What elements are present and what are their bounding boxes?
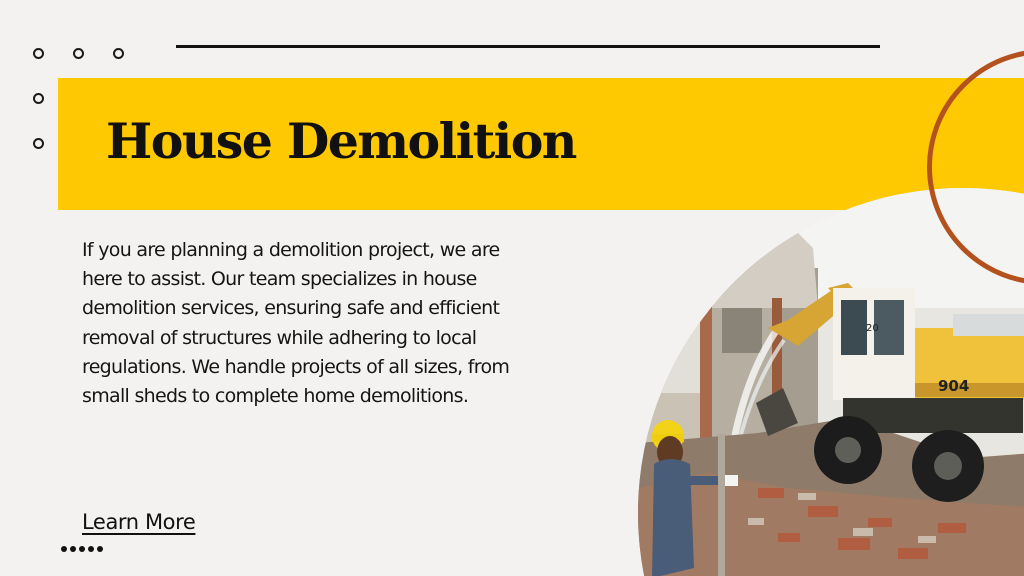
circle-outline-icon: [33, 138, 44, 149]
cab-number: 20: [866, 323, 879, 334]
dot-icon: [97, 546, 103, 552]
dot-icon: [88, 546, 94, 552]
learn-more-link[interactable]: Learn More: [82, 510, 196, 534]
page-indicator: [61, 546, 103, 552]
page-title: House Demolition: [106, 112, 576, 170]
service-description: If you are planning a demolition project, we are here to assist. Our team specializes in house demolition services, ensuring safe and efficient removal of structures while adhering to local regulations. We handle projects of all sizes, from small sheds to complete home demolitions.: [82, 239, 510, 408]
dot-icon: [61, 546, 67, 552]
excavator-model-number: 904: [938, 377, 970, 395]
circle-outline-icon: [73, 48, 84, 59]
circle-outline-icon: [33, 93, 44, 104]
dot-icon: [70, 546, 76, 552]
circle-outline-icon: [33, 48, 44, 59]
circle-outline-icon: [113, 48, 124, 59]
top-divider-line: [176, 45, 880, 48]
dot-icon: [79, 546, 85, 552]
